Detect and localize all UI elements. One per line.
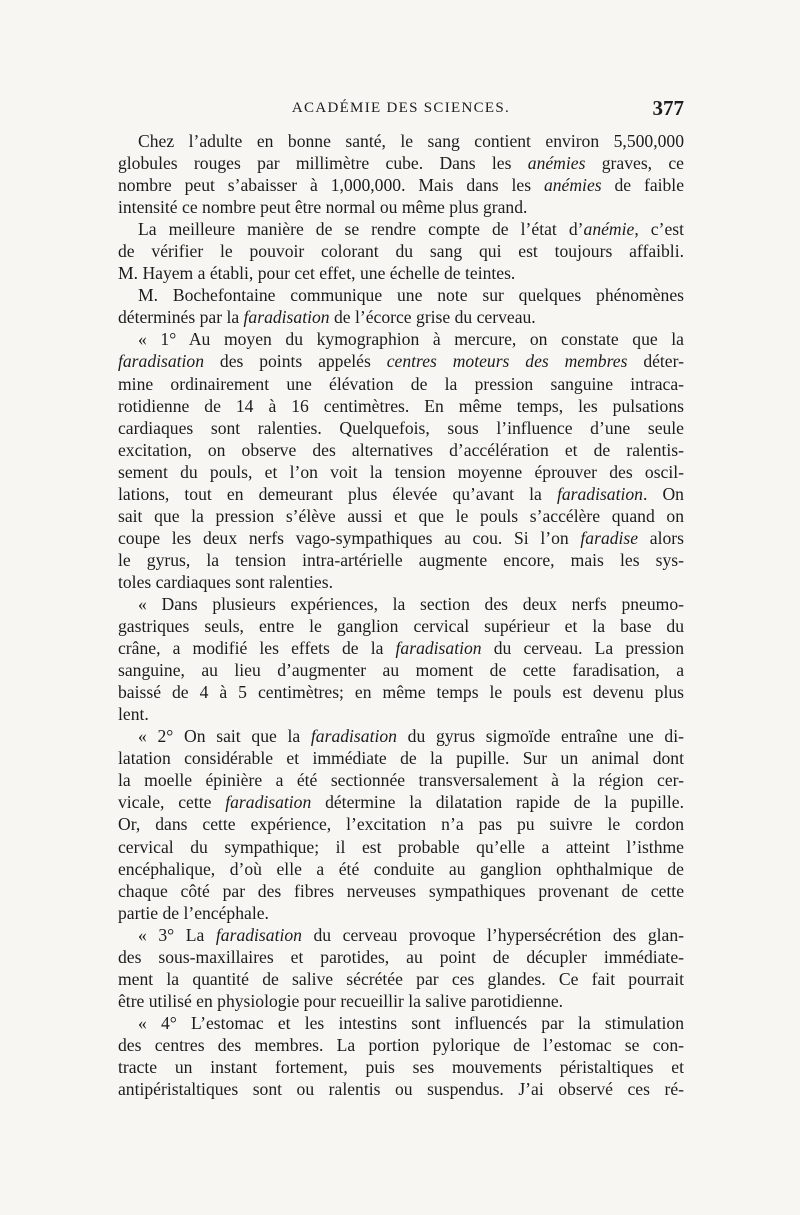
text-line: rotidienne de 14 à 16 centimètres. En même temps, les pulsations [118, 395, 684, 416]
text-line: latation considérable et immédiate de la pupille. Sur un animal dont [118, 748, 684, 769]
text-line: baissé de 4 à 5 centimètres; en même temps le pouls est devenu plus [118, 682, 684, 703]
text-line: faradisation des points appelés centres moteurs des membres déter- [118, 351, 684, 372]
text-line: des centres des membres. La portion pylorique de l’estomac se con- [118, 1034, 684, 1055]
text-line: déterminés par la faradisation de l’écorce grise du cerveau. [118, 307, 536, 328]
text-line: Or, dans cette expérience, l’excitation n’a pas pu suivre le cordon [118, 814, 684, 835]
text-line: tracte un instant fortement, puis ses mouvements péristaltiques et [118, 1056, 684, 1077]
text-line: toles cardiaques sont ralenties. [118, 571, 333, 592]
text-line: crâne, a modifié les effets de la faradisation du cerveau. La pression [118, 638, 684, 659]
text-line: M. Bochefontaine communique une note sur quelques phénomènes [138, 285, 684, 306]
text-line: globules rouges par millimètre cube. Dans les anémies graves, ce [118, 153, 684, 174]
text-line: de vérifier le pouvoir colorant du sang qui est toujours affaibli. [118, 241, 684, 262]
text-line: nombre peut s’abaisser à 1,000,000. Mais dans les anémies de faible [118, 175, 685, 196]
text-line: encéphalique, d’où elle a été conduite au ganglion ophthalmique de [118, 858, 684, 879]
text-line: lent. [118, 704, 149, 725]
running-title: ACADÉMIE DES SCIENCES. [291, 100, 511, 116]
text-line: M. Hayem a établi, pour cet effet, une échelle de teintes. [118, 263, 516, 284]
text-line: chaque côté par des fibres nerveuses sympathiques provenant de cette [118, 880, 684, 901]
text-line: « 1° Au moyen du kymographion à mercure, on constate que la [138, 329, 684, 350]
page-header [118, 96, 684, 126]
text-line: le gyrus, la tension intra-artérielle augmente encore, mais les sys- [118, 549, 684, 570]
text-line: Chez l’adulte en bonne santé, le sang contient environ 5,500,000 [138, 131, 684, 151]
text-line: « 2° On sait que la faradisation du gyrus sigmoïde entraîne une di- [138, 726, 684, 747]
text-line: cervical du sympathique; il est probable qu’elle a atteint l’isthme [118, 836, 684, 857]
text-line: ment la quantité de salive sécrétée par ces glandes. Ce fait pourrait [118, 968, 684, 989]
text-line: intensité ce nombre peut être normal ou même plus grand. [118, 197, 528, 218]
text-line: antipéristaltiques sont ou ralentis ou suspendus. J’ai observé ces ré- [118, 1079, 684, 1100]
text-line: être utilisé en physiologie pour recueillir la salive parotidienne. [118, 990, 564, 1011]
text-line: « 4° L’estomac et les intestins sont influencés par la stimulation [138, 1012, 684, 1033]
text-line: des sous-maxillaires et parotides, au point de décupler immédiate- [118, 946, 684, 967]
text-line: gastriques seuls, entre le ganglion cervical supérieur et la base du [118, 616, 684, 637]
page-number: 377 [652, 96, 684, 120]
text-line: vicale, cette faradisation détermine la dilatation rapide de la pupille. [118, 792, 684, 813]
body-text [118, 130, 684, 1100]
text-line: sement du pouls, et l’on voit la tension moyenne éprouver des oscil- [118, 461, 684, 482]
text-line: la moelle épinière a été sectionnée transversalement à la région cer- [118, 770, 684, 791]
text-line: excitation, on observe des alternatives d’accélération et de ralentis- [118, 439, 684, 460]
text-line: sanguine, au lieu d’augmenter au moment de cette faradisation, a [118, 660, 684, 681]
text-line: cardiaques sont ralenties. Quelquefois, sous l’influence d’une seule [118, 417, 684, 438]
text-line: « 3° La faradisation du cerveau provoque l’hypersécrétion des glan- [138, 924, 684, 945]
text-line: sait que la pression s’élève aussi et que le pouls s’accélère quand on [118, 505, 684, 526]
text-line: « Dans plusieurs expériences, la section des deux nerfs pneumo- [138, 593, 684, 614]
text-line: mine ordinairement une élévation de la pression sanguine intraca- [118, 373, 684, 394]
text-line: partie de l’encéphale. [118, 902, 269, 923]
text-line: coupe les deux nerfs vago-sympathiques au cou. Si l’on faradise alors [118, 527, 684, 548]
text-line: La meilleure manière de se rendre compte de l’état d’anémie, c’est [138, 219, 684, 240]
text-line: lations, tout en demeurant plus élevée qu’avant la faradisation. On [118, 483, 684, 504]
